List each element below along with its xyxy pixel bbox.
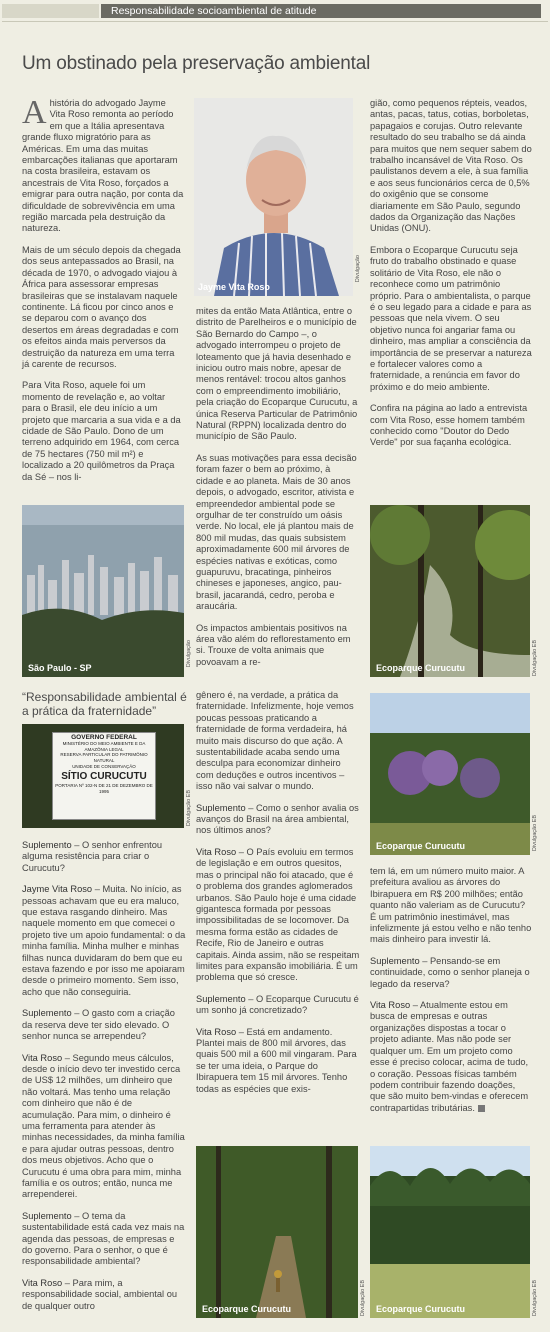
- drop-cap: A: [22, 94, 47, 131]
- sao-paulo-photo: [22, 505, 184, 677]
- forest-lake-icon: [370, 505, 530, 677]
- ecoparque-photo-3: [196, 1146, 358, 1318]
- article-column-3: gião, como pequenos répteis, veados, antas, pacas, tatus, cotias, borboletas, papagaios e corujas. Outro relevante resultado do seu trabalho se dá ainda para muitos que nem sequer sabem do trabalho incansável de Vita Roso. Os paulistanos devem a ele, à sua família e aos seus funcionários cerca de 0,5% do oxigênio que se consome diariamente em São Paulo, segundo dados da Organização das Nações Unidas (ONU). Embora o Ecoparque Curucutu seja fruto do trabalho obstinado e quase solitário de Vita Roso, ele não o reconhece como um patrimônio próprio. Para o ambientalista, o parque é o seu legado para a cidade e para as pessoas que nela vivem. O seu objetivo nunca foi angariar fama ou dinheiro, mas ampliar a consciência da importância de se preservar a natureza e fortalecer valores como a fraternidade, a renúncia em favor do próximo e do meio ambiente. Confira na página ao lado a entrevista com Vita Roso, esse homem também conhecido como "Doutor do Dedo Verde" por sua façanha ecológica.: [370, 98, 532, 448]
- article-title: Um obstinado pela preservação ambiental: [22, 53, 371, 74]
- flowering-trees-icon: [370, 693, 530, 855]
- ecoparque-photo-2: [370, 693, 530, 855]
- interview-middle: gênero é, na verdade, a prática da fraternidade. Infelizmente, hoje vemos poucas pessoas praticando a fraternidade de forma verdadeira, há muito mais discurso do que ação. A sustentabilidade acaba sendo uma desculpa para economizar dinheiro com deduções e outros incentivos – isso não vai salvar o mundo. Suplemento – Como o senhor avalia os avanços do Brasil na área ambiental, nos últimos anos? Vita Roso – O País evoluiu em termos de legislação e em outros quesitos, mas o principal não foi atacado, que é o problema dos grandes aglomerados urbanos. São Paulo hoje é uma cidade gigantesca formada por pessoas impossibilitadas de se locomover. Da mesma forma estão as cidades de Recife, Rio de Janeiro e outras capitais. Ainda assim, não se respeitam limites para expansão imobiliária. É um problema que só cresce. Suplemento – O Ecoparque Curucutu é um sonho já concretizado? Vita Roso – Está em andamento. Plantei mais de 800 mil árvores, das quais 500 mil a 600 mil vingaram. Para se ter uma ideia, o Parque do Ibirapuera tem 15 mil árvores. Tenho todas as espécies que exis-: [196, 690, 360, 1094]
- end-mark-icon: [478, 1105, 485, 1112]
- portrait-credit: Divulgação: [355, 255, 361, 283]
- interview-left: Suplemento – O senhor enfrentou alguma resistência para criar o Curucutu? Jayme Vita Roso – Muita. No início, as pessoas achavam que eu era maluco, que estava rasgando dinheiro. Mas naquele momento em que comecei o projeto tive um apoio fundamental: o da minha família. Minha mulher e minhas filhas nunca duvidaram do bem que eu estava fazendo e por isso me apoiaram desde o primeiro momento. Sem isso, acho que não conseguiria. Suplemento – O gasto com a criação da reserva deve ter sido elevado. O senhor nunca se arrependeu? Vita Roso – Segundo meus cálculos, desde o início devo ter investido cerca de US$ 12 milhões, um dinheiro que não voltará. Mas tenho uma relação com dinheiro que não é de acumulação. Para mim, o dinheiro é uma ferramenta para atender às minhas necessidades, da minha família e para ajudar outras pessoas, dentro dos meus objetivos. Acho que o Curucutu é uma obra para mim, minha família e os outros; então, nunca me arrependerei. Suplemento – O tema da sustentabilidade está cada vez mais na agenda das pessoas, de empresas e do governo. Para o senhor, o que é responsabilidade ambiental? Vita Roso – Para mim, a responsabilidade social, ambiental ou de qualquer outro: [22, 840, 186, 1311]
- city-skyline-icon: [22, 505, 184, 677]
- portrait-photo: [194, 98, 353, 296]
- ecoparque-credit-2: Divulgação EB: [532, 815, 538, 852]
- ecoparque-caption-4: Ecoparque Curucutu: [376, 1304, 466, 1314]
- sign-board: GOVERNO FEDERAL MINISTÉRIO DO MEIO AMBIENTE E DA AMAZÔNIA LEGAL RESERVA PARTICULAR DO PATRIMÔNIO NATURAL UNIDADE DE CONSERVAÇÃO SÍTIO CURUCUTU PORTARIA Nº 102-N DE 21 DE DEZEMBRO DE 1995: [52, 732, 156, 820]
- ecoparque-credit-3: Divulgação EB: [360, 1280, 366, 1317]
- section-title: Responsabilidade socioambiental de atitude: [111, 5, 317, 17]
- forest-trail-icon: [196, 1146, 358, 1318]
- portrait-caption: Jayme Vita Roso: [198, 282, 270, 292]
- header-band-left: [2, 4, 99, 18]
- header-divider: [2, 21, 548, 22]
- ecoparque-credit-1: Divulgação EB: [532, 640, 538, 677]
- ecoparque-caption-1: Ecoparque Curucutu: [376, 663, 466, 673]
- sao-paulo-credit: Divulgação: [186, 640, 192, 668]
- ecoparque-caption-3: Ecoparque Curucutu: [202, 1304, 292, 1314]
- article-column-2: mites da então Mata Atlântica, entre o distrito de Parelheiros e o município de São Bernardo do Campo –, o advogado interrompeu o projeto de loteamento que já havia desenhado e iniciou outro mais nobre, apesar de menos rentável: trocou altos ganhos com o empreendimento imobiliário, pela criação do Ecoparque Curucutu, a única Reserva Particular de Patrimônio Natural (RPPN) localizada dentro do município de São Paulo. As suas motivações para essa decisão foram fazer o bem ao próximo, à cidade e ao planeta. Mais de 30 anos depois, o advogado, escritor, ativista e empreendedor ambiental pode se orgulhar de ter construído um oásis verde. No local, ele já plantou mais de 800 mil mudas, das quais subsistem aproximadamente 600 mil árvores de espécies nativas e exóticas, como guapuruvu, bracatinga, pinheiros chineses e japoneses, angico, pau-brasil, jacarandá, cedro, peroba e araucária. Os impactos ambientais positivos na área vão além do reflorestamento em si. Trouxe de volta animais que povoavam a re-: [196, 306, 358, 667]
- article-column-1: Ahistória do advogado Jayme Vita Roso remonta ao período em que a Itália apresentava grande fluxo migratório para as Américas. Em uma das muitas embarcações italianas que aportaram na costa brasileira, estavam os ancestrais de Vita Roso, forçados a emigrar para outra nação, por conta da dificuldade de sobrevivência em uma região marcada pela destruição da natureza. Mais de um século depois da chegada dos seus antepassados ao Brasil, na década de 1970, o advogado viajou à África para assessorar empresas brasileiras que se instalavam naquele continente. Lá ficou por cinco anos e se deparou com o avanço dos desertos em áreas degradadas e com os efeitos ainda mais perversos da destruição da natureza em uma terra já carente de recursos. Para Vita Roso, aquele foi um momento de revelação e, ao voltar para o Brasil, ele deu início a um projeto que marcaria a sua vida e a da cidade de São Paulo. Dono de um terreno adquirido em 1964, com cerca de 75 hectares (750 mil m²) e localizado a 20 quilômetros da Praça da Sé – nos li-: [22, 94, 184, 482]
- sao-paulo-caption: São Paulo - SP: [28, 663, 92, 673]
- section-header: [101, 4, 541, 18]
- sign-photo: [22, 724, 184, 828]
- interview-right: tem lá, em um número muito maior. A prefeitura avaliou as árvores do Ibirapuera em R$ 200 milhões; então quanto não valeriam as de Curucutu? É um patrimônio inestimável, mas infelizmente já estou velho e não tenho mais dinheiro para investir lá. Suplemento – Pensando-se em continuidade, como o senhor planeja o legado da reserva? Vita Roso – Atualmente estou em busca de empresas e outras organizações dispostas a tocar o projeto adiante. Mas não pode ser qualquer um. Em um projeto como esse é preciso colocar, acima de tudo, o coração. Pessoas físicas também podem contribuir fazendo doações, que são muito bem-vindas e oferecem contrapartidas tributárias.: [370, 866, 532, 1113]
- ecoparque-caption-2: Ecoparque Curucutu: [376, 841, 466, 851]
- portrait-icon: [194, 98, 353, 296]
- ecoparque-photo-4: [370, 1146, 530, 1318]
- pine-forest-icon: [370, 1146, 530, 1318]
- pull-quote: “Responsabilidade ambiental é a prática da fraternidade”: [22, 690, 187, 718]
- ecoparque-photo-1: [370, 505, 530, 677]
- ecoparque-credit-4: Divulgação EB: [532, 1280, 538, 1317]
- sign-credit: Divulgação EB: [186, 790, 192, 827]
